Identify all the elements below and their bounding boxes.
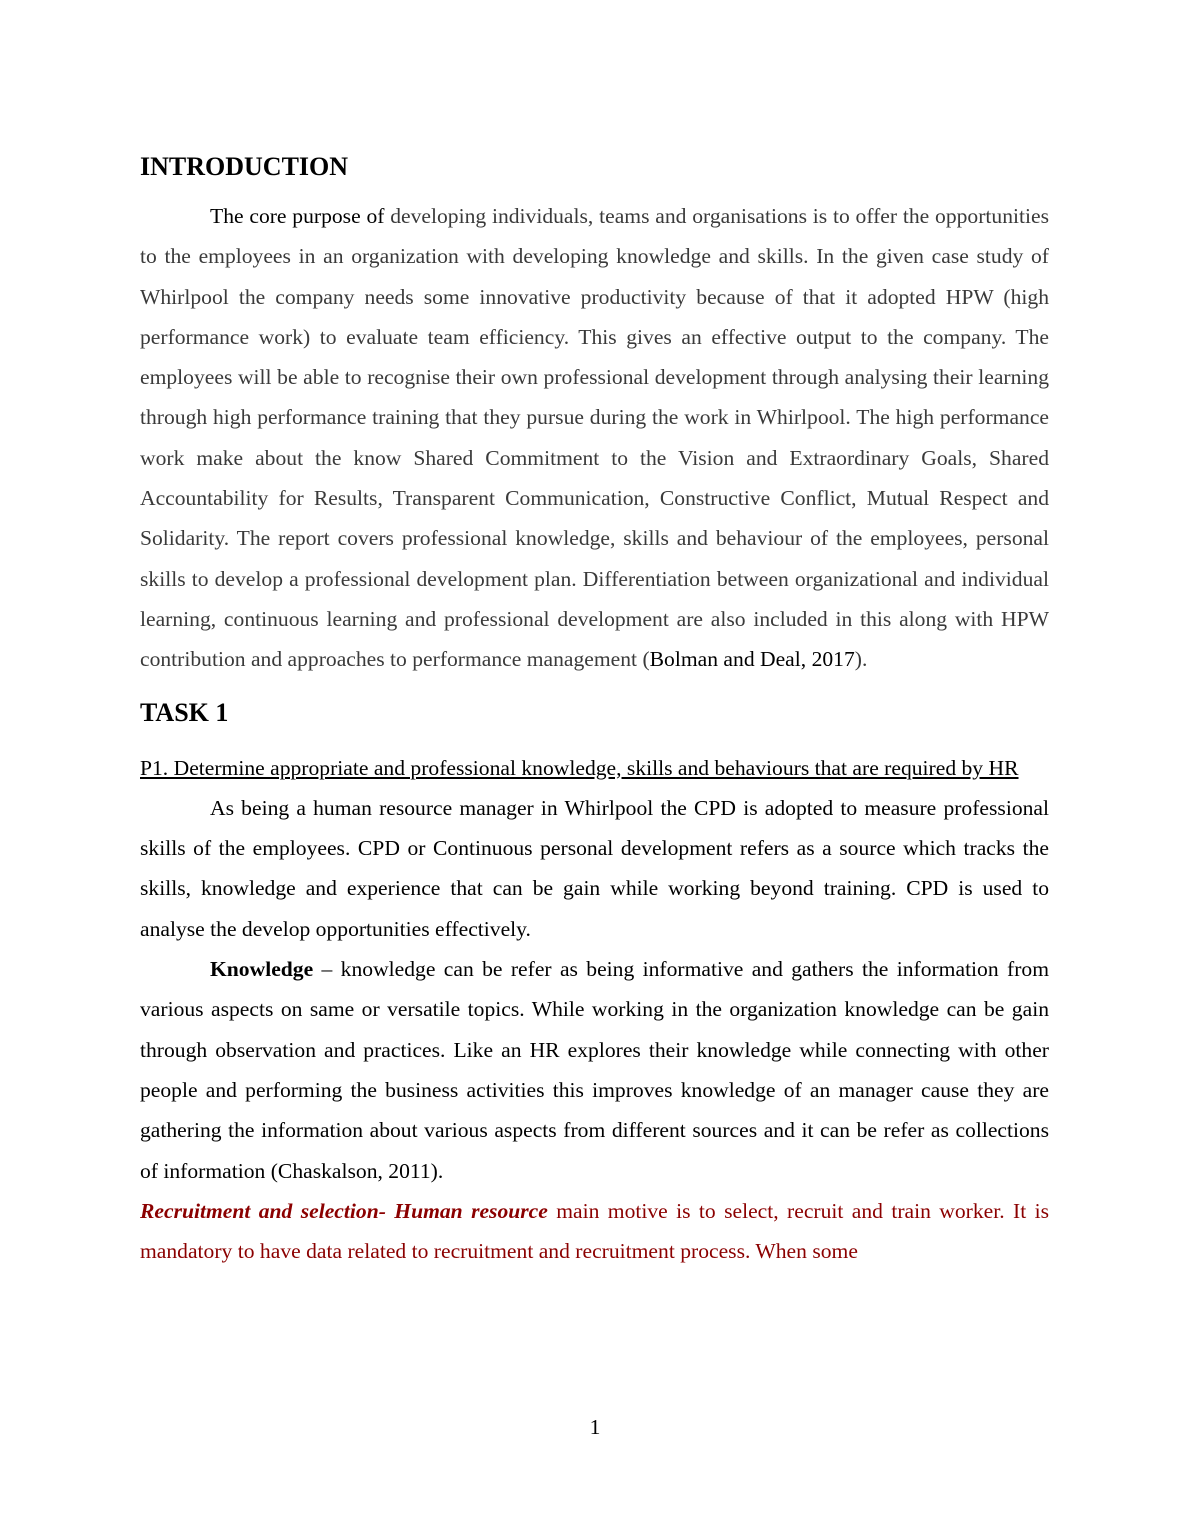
task1-heading: TASK 1 xyxy=(140,697,229,727)
p1-subheading: P1. Determine appropriate and professional knowledge, skills and behaviours that are required by HR xyxy=(140,755,1019,780)
introduction-paragraph xyxy=(140,196,1049,680)
knowledge-paragraph xyxy=(140,949,1049,1191)
introduction-heading: INTRODUCTION xyxy=(140,152,349,181)
intro-close: ). xyxy=(854,647,868,672)
document-page xyxy=(140,148,1049,1271)
intro-body-text: developing individuals, teams and organisations is to offer the opportunities to the employees in an organization with developing knowledge and skills. In the given case study of Whirlpool the company needs some innovative productivity because of that it adopted HPW (high performance work) to evaluate team efficiency. This gives an effective output to the company. The employees will be able to recognise their own professional development through analysing their learning through high performance training that they pursue during the work in Whirlpool. The high performance work make about the know Shared Commitment to the Vision and Extraordinary Goals, Shared Accountability for Results, Transparent Communication, Constructive Conflict, Mutual Respect and Solidarity. The report covers professional knowledge, skills and behaviour of the employees, personal skills to develop a professional development plan. Differentiation between organizational and individual learning, continuous learning and professional development are also included in this along with HPW contribution and approaches to performance management ( xyxy=(140,204,1049,672)
recruitment-text: main motive is to select, recruit and train worker. It is mandatory to have data related to recruitment and recruitment process. When some xyxy=(140,1198,1049,1264)
recruitment-paragraph xyxy=(140,1191,1049,1272)
intro-citation: Bolman and Deal, 2017 xyxy=(649,647,855,672)
knowledge-text: – knowledge can be refer as being informative and gathers the information from various aspects on same or versatile topics. While working in the organization knowledge can be gain through observation and practices. Like an HR explores their knowledge while connecting with other people and performing the business activities this improves knowledge of an manager cause they are gathering the information about various aspects from different sources and it can be refer as collections of information (Chaskalson, 2011). xyxy=(140,957,1049,1183)
page-number: 1 xyxy=(589,1415,601,1439)
recruitment-term: Recruitment and selection- Human resource xyxy=(140,1198,548,1223)
intro-lead-text: The core purpose of xyxy=(210,204,385,228)
knowledge-term: Knowledge xyxy=(210,957,314,982)
cpd-paragraph: As being a human resource manager in Whirlpool the CPD is adopted to measure professional skills of the employees. CPD or Continuous personal development refers as a source which tracks the skills, knowledge and experience that can be gain while working beyond training. CPD is used to analyse the develop opportunities effectively. xyxy=(140,795,1049,941)
